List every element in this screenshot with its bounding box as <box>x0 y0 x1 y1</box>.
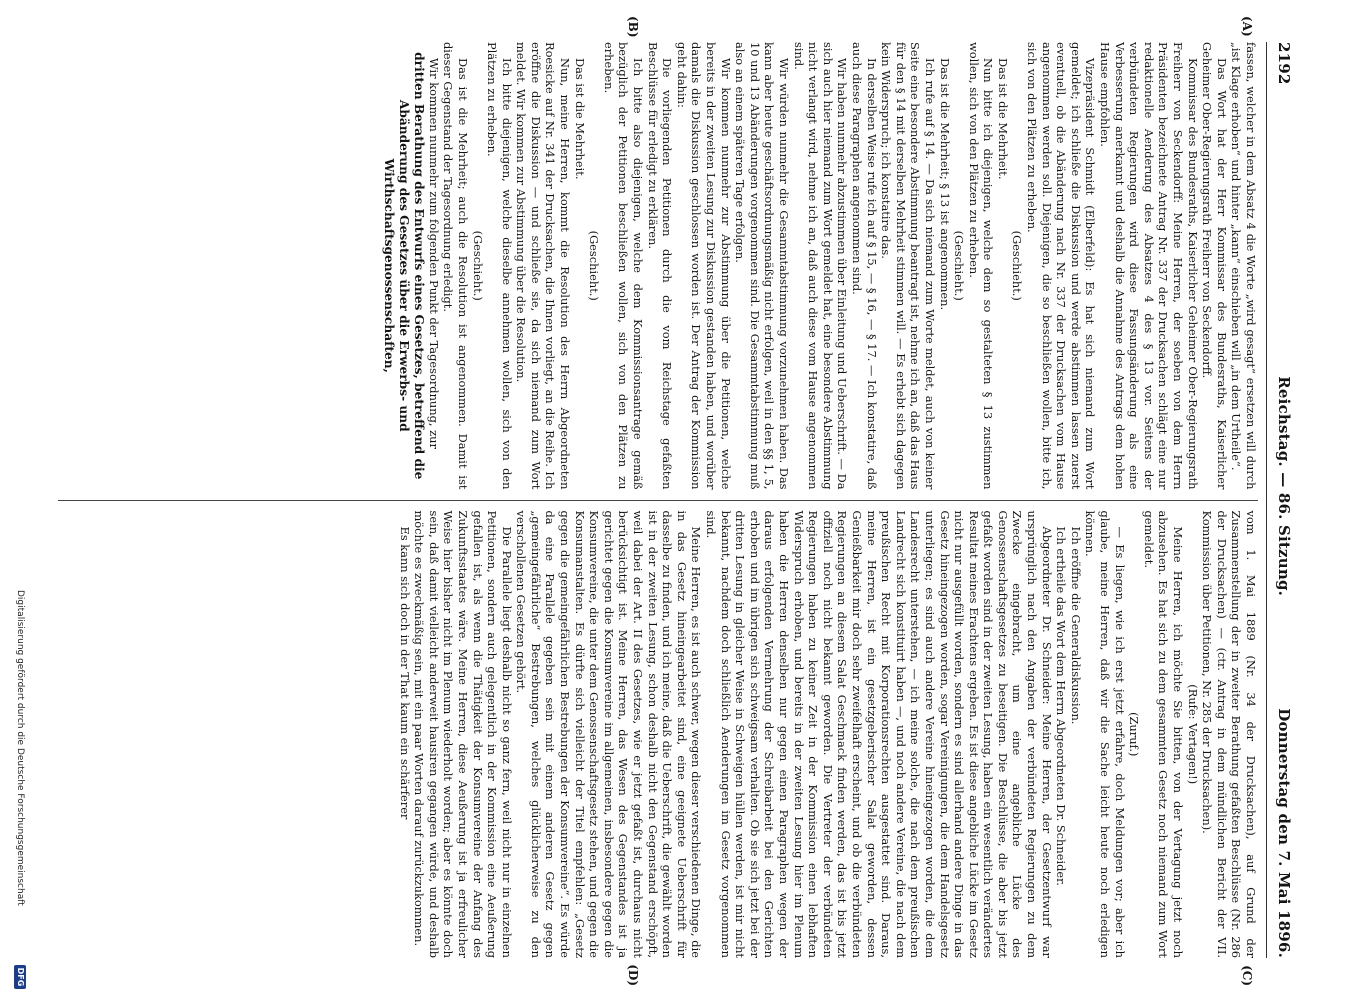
session-date: Donnerstag den 7. Mai 1896. <box>1275 708 1293 958</box>
paragraph: Das ist die Mehrheit; auch die Resolution ist angenommen. Damit ist dieser Gegenstand der Tagesordnung erledigt. <box>441 42 470 490</box>
paragraph: Nun bitte ich diejenigen, welche dem so gestalteten § 13 zustimmen wollen, sich von den Plätzen zu erheben. <box>966 42 996 490</box>
paragraph: Nun, meine Herren, kommt die Resolution des Herrn Abgeordneten Roesicke auf Nr. 341 der Drucksachen, die Ihnen vorliegt, an die Reihe. Ich eröffne die Diskussion — und schließe sie, da sich niemand zum Wort meldet. Wir kommen zur Abstimmung über die Resolution. <box>514 42 573 490</box>
paragraph: In derselben Weise rufe ich auf § 15, — § 16, — § 17. — Ich konstatire, daß auch diese Paragraphen angenommen sind. <box>849 42 879 490</box>
margin-marker-c: (C) <box>1240 965 1254 986</box>
funding-credit: Digitalisierung gefördert durch die Deutsche Forschungsgemeinschaft <box>15 590 25 906</box>
left-column <box>58 42 1258 500</box>
paragraph: Ich eröffne die Generaldiskussion. <box>1068 526 1083 725</box>
stage-note: (Zuruf.) <box>1127 712 1142 757</box>
speech-paragraph: Die Parallele liegt deshalb nicht so ganz fern, weil nicht nur in einzelnen Petitionen, sondern auch gelegentlich in der Kommission eine Aeußerung gefallen ist, als wenn die Thätigkeit der Konsumvereine der Anfang des Zukunftsstaates wäre. Meine Herren, diese Aeußerung ist ja erfreulicher Weise hier bisher nicht im Plenum wiederholt worden; aber es könnte doch sein, daß damit vielleicht anderweit hausiren gegangen würde, und deshalb möchte es zweckmäßig sein, mit ein paar Worten darauf zurückzukommen. <box>412 510 514 958</box>
stage-note: (Geschieht.) <box>1010 230 1025 301</box>
dfg-logo: DFG <box>14 965 26 989</box>
text-columns <box>58 16 1258 986</box>
paragraph: Meine Herren, ich möchte Sie bitten, von der Vertagung jetzt noch abzusehen. Es hat sich zu dem gesammten Gesetz noch niemand zum Wort gemeldet. <box>1141 510 1186 958</box>
running-title: Reichstag. — 86. Sitzung. <box>1275 376 1293 597</box>
paragraph: Ich ertheile das Wort dem Herrn Abgeordneten Dr. Schneider. <box>1054 526 1069 886</box>
page-header <box>1266 42 1293 958</box>
stage-note: (Geschieht.) <box>952 230 967 301</box>
stage-note: (Geschieht.) <box>587 230 602 301</box>
stage-note: (Geschieht.) <box>470 230 485 301</box>
paragraph: Wir kommen nunmehr zur Abstimmung über die Petitionen, welche bereits in der zweiten Lesung zur Diskussion gestanden haben, und worüber damals die Diskussion geschlossen worden ist. Der Antrag der Kommission geht dahin: <box>674 42 733 490</box>
page-number: 2192 <box>1275 42 1293 85</box>
paragraph: Wir kommen nunmehr zum folgenden Punkt der Tagesordnung, zur <box>426 58 441 449</box>
stage-note: (Rufe: Vertagen!) <box>1185 684 1200 785</box>
agenda-item-continuation: vom 1. Mai 1889 (Nr. 34 der Drucksachen), auf Grund der Zusammenstellung der in zweiter Berathung gefaßten Beschlüsse (Nr. 286 der Drucksachen) — (ctr. Antrag in dem mündlichen Bericht der VII. Kommission über Petitionen, Nr. 285 der Drucksachen). <box>1200 510 1258 958</box>
paragraph: Ich bitte diejenigen, welche dieselbe annehmen wollen, sich von den Plätzen zu erheben. <box>485 42 514 490</box>
paragraph: Wir würden nunmehr die Gesammtabstimmung vorzunehmen haben. Das kann aber heute geschäftsordnungsmäßig nicht erfolgen, weil in den §§ 1, 5, 10 und 13 Abänderungen vorgenommen sind. Die Gesammtabstimmung muß also an einem späteren Tage erfolgen. <box>733 42 791 490</box>
paragraph: Das ist die Mehrheit. <box>995 58 1010 180</box>
paragraph: Das Wort hat der Herr Kommissar des Bundesraths, Kaiserlicher Geheimer Ober-Regierungsrath Freiherr von Seckendorff. <box>1200 42 1229 490</box>
quoted-motion: Die vorliegenden Petitionen durch die vom Reichstage gefaßten Beschlüsse für erledigt zu erklären. <box>645 42 675 490</box>
paragraph: Das ist die Mehrheit. <box>572 58 587 180</box>
right-column <box>58 500 1258 959</box>
speech-paragraph: Vizepräsident Schmidt (Elberfeld): Es hat sich niemand zum Wort gemeldet; ich schließe die Diskussion und werde abstimmen lassen zuerst eventuell, ob die Abänderung nach Nr. 337 der Drucksachen vom Hause angenommen werden soll. Diejenigen, die so beschließen wollen, bitte ich, sich von den Plätzen zu erheben. <box>1025 42 1098 490</box>
paragraph: fassen, welcher in dem Absatz 4 die Worte „wird gesagt“ ersetzen will durch „ist Klage erhoben“ und hinter „kann“ einschieben will „in dem Urtheile“. <box>1229 42 1258 490</box>
margin-marker-d: (D) <box>626 964 640 986</box>
paragraph: — Es liegen, wie ich erst jetzt erfahre, doch Meldungen vor; aber ich glaube, meine Herren, daß wir die Sache leicht heute noch erledigen können. <box>1083 510 1127 958</box>
speech-paragraph: Abgeordneter Dr. Schneider: Meine Herren, der Gesetzentwurf war ursprünglich nach den Angaben der verbündeten Regierungen zu dem Zwecke eingebracht, um eine angebliche Lücke des Genossenschaftsgesetzes zu beseitigen. Die Beschlüsse, die aber bis jetzt gefaßt worden sind in der zweiten Lesung, haben ein wesentlich verändertes Resultat meines Erachtens ergeben. Es ist diese angebliche Lücke im Gesetz nicht nur ausgefüllt worden, sondern es sind allerhand andere Dinge in das Gesetz hineingezogen worden, sogar Vereinigungen, die dem Handelsgesetz unterliegen; es sind auch andere Vereine hineingezogen worden, die dem Landesrecht unterstehen, — ich meine solche, die nach dem preußischen Landrecht sich konstituirt haben —, und noch andere Vereine, die nach dem preußischen Recht mit Korporationsrechten ausgestattet sind. Daraus, meine Herren, ist ein gesetzgeberischer Salat geworden, dessen Genießbarkeit mir doch sehr zweifelhaft erscheint, und ob die verbündeten Regierungen an diesem Salat Geschmack finden werden, das ist bis jetzt offiziell noch nicht bekannt geworden. Die Vertreter der verbündeten Regierungen haben zu keiner Zeit in der Kommission einen lebhaften Widerspruch erhoben, und bereits in der zweiten Lesung hier im Plenum haben die Herren denselben nur gegen einen Paragraphen wegen der daraus erfolgenden Vermehrung der Schreibarbeit bei den Gerichten erhoben und im übrigen sich schweigsam verhalten. Ob sie sich jetzt bei der dritten Lesung in gleicher Weise in Schweigen hüllen werden, ist mir nicht bekannt, nachdem doch schließlich Aenderungen im Gesetz vorgenommen sind. <box>704 510 1054 958</box>
speech-paragraph: Kommissar des Bundesraths, Kaiserlicher Geheimer Ober-Regierungsrath Freiherr von Seckendorff: Meine Herren, der soeben von dem Herrn Präsidenten bezeichnete Antrag Nr. 337 der Drucksachen schlägt eine nur redaktionelle Aenderung des Absatzes 4 des § 13 vor. Seitens der verbündeten Regierungen wird diese Fassungsänderung als eine Verbesserung anerkannt und deshalb die Annahme des Antrags dem hohen Hause empfohlen. <box>1098 42 1200 490</box>
margin-marker-b: (B) <box>626 16 640 38</box>
paragraph: Ich bitte also diejenigen, welche dem Kommissionsantrage gemäß bezüglich der Petitionen beschließen wollen, sich von den Plätzen zu erheben. <box>601 42 646 490</box>
speech-paragraph: Meine Herren, es ist auch schwer, wegen dieser verschiedenen Dinge, die in das Gesetz hineingearbeitet sind, eine geeignete Ueberschrift für dasselbe zu finden, und ich meine, daß die Ueberschrift, die gewählt worden ist in der zweiten Lesung, schon deshalb nicht den Gegenstand erschöpft, weil dabei der Art. II des Gesetzes, wie er jetzt gefaßt ist, durchaus nicht berücksichtigt ist. Meine Herren, das Wesen des Gegenstandes ist ja gerichtet gegen die Konsumvereine im allgemeinen, insbesondere gegen die Konsumvereine, die unter dem Genossenschaftsgesetz stehen, und gegen die Konsumanstalten. Es dürfte sich vielleicht der Titel empfehlen: „Gesetz gegen die gemeingefährlichen Bestrebungen der Konsumvereine“. Es würde da eine Parallele gegeben sein mit einem anderen Gesetz gegen „gemeingefährliche“ Bestrebungen, welches glücklicherweise zu den verschollenen Gesetzen gehört. <box>514 510 704 958</box>
agenda-item-heading: dritten Berathung des Entwurfs eines Gesetzes, betreffend die Abänderung des Gesetzes über die Erwerbs- und Wirthschaftsgenossenschaften, <box>382 52 427 480</box>
paragraph: Das ist die Mehrheit; § 13 ist angenommen. <box>937 58 952 311</box>
paragraph: Ich rufe auf § 14. — Da sich niemand zum Worte meldet, auch von keiner Seite eine besondere Abstimmung beantragt ist, nehme ich an, daß das Haus für den § 14 mit derselben Mehrheit stimmen will. — Es erhebt sich dagegen kein Widerspruch; ich konstatire das. <box>879 42 937 490</box>
margin-marker-a: (A) <box>1240 16 1254 37</box>
paragraph: Wir haben nunmehr abzustimmen über Einleitung und Ueberschrift. — Da sich auch hier niemand zum Wort gemeldet hat, eine besondere Abstimmung nicht verlangt wird, nehme ich an, daß auch diese vom Hause angenommen sind. <box>791 42 850 490</box>
speech-paragraph: Es kann sich doch in der That kaum ein schärferer <box>397 526 412 820</box>
